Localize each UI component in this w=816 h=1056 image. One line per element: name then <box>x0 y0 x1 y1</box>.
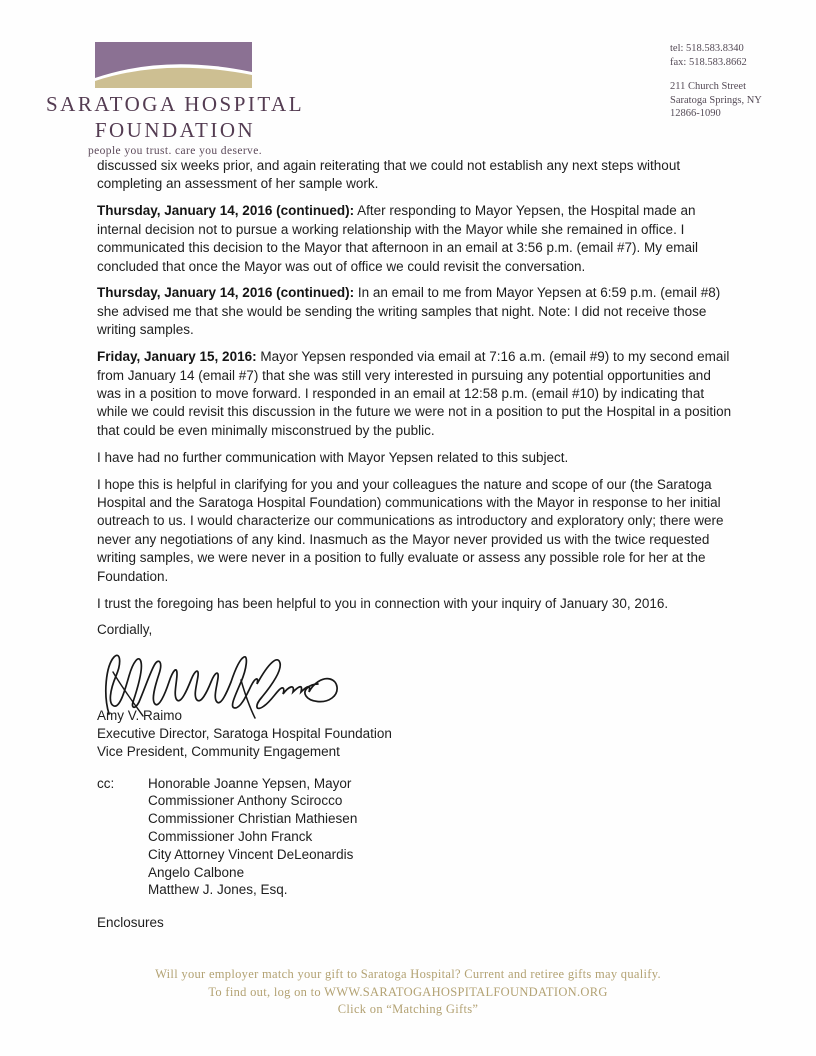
paragraph <box>97 595 733 613</box>
paragraph-date-lead: Friday, January 15, 2016: <box>97 349 257 365</box>
signer-title-2: Vice President, Community Engagement <box>97 743 340 759</box>
contact-block <box>670 42 762 121</box>
paragraph-text: I trust the foregoing has been helpful to you in connection with your inquiry of January 30, 2016. <box>97 595 669 611</box>
paragraph <box>97 284 733 339</box>
signer-name: Amy V. Raimo <box>97 708 183 724</box>
cc-block <box>97 775 733 900</box>
contact-address-line2: Saratoga Springs, NY <box>670 94 762 106</box>
paragraph-text: discussed six weeks prior, and again reiterating that we could not establish any next steps without completing an assessment of her sample work. <box>97 158 681 192</box>
paragraph <box>97 202 733 276</box>
organization-name-line2: FOUNDATION <box>94 118 256 142</box>
footer-matching-gifts <box>0 966 816 1019</box>
foundation-logo-graphic <box>95 42 252 88</box>
footer-line-3: Click on “Matching Gifts” <box>337 1002 479 1016</box>
organization-name <box>0 91 350 143</box>
paragraph-text: After responding to Mayor Yepsen, the Hospital made an internal decision not to pursue a working relationship with the Mayor while she remained in office. I communicated this decision to the Mayor that afternoon in an email at 3:56 p.m. (email #7). My email concluded that once the Mayor was out of office we could revisit the conversation. <box>97 203 699 274</box>
paragraph-text: Mayor Yepsen responded via email at 7:16 a.m. (email #9) to my second email from January 14 (email #7) that she was still very interested in pursuing any potential opportunities and was in a position to move forward. I responded in an email at 12:58 p.m. (email #10) by indicating that while we could revisit this discussion in the future we were not in a position to put the Hospital in a position that could be even minimally misconstrued by the public. <box>97 349 732 438</box>
tagline: people you trust. care you deserve. <box>88 145 262 157</box>
contact-address-line1: 211 Church Street <box>670 81 747 92</box>
paragraph-text: I hope this is helpful in clarifying for you and your colleagues the nature and scope of our (the Saratoga Hospital and the Saratoga Hospital Foundation) communications with the Mayor in response to her initial outreach to us. I would characterize our communications as introductory and exploratory only; there were never any negotiations of any kind. Inasmuch as the Mayor never provided us with the twice requested writing samples, we were never in a position to fully evaluate or assess any possible role for her at the Foundation. <box>97 476 724 584</box>
closing-salutation: Cordially, <box>97 622 153 638</box>
paragraph <box>97 157 733 194</box>
paragraph <box>97 449 733 467</box>
footer-line-1: Will your employer match your gift to Saratoga Hospital? Current and retiree gifts may qualify. <box>155 967 661 981</box>
cc-recipient: Commissioner Anthony Scirocco <box>148 793 343 809</box>
contact-address-line3: 12866-1090 <box>670 108 721 119</box>
contact-fax: fax: 518.583.8662 <box>670 56 747 68</box>
cc-recipient: Matthew J. Jones, Esq. <box>148 882 288 898</box>
enclosures-note: Enclosures <box>97 915 164 931</box>
cc-recipient: Angelo Calbone <box>148 864 245 880</box>
organization-name-line1: SARATOGA HOSPITAL <box>45 92 305 116</box>
cc-recipient: Honorable Joanne Yepsen, Mayor <box>148 775 352 791</box>
letter-body <box>97 157 733 933</box>
cc-label: cc: <box>97 775 115 791</box>
signer-title-1: Executive Director, Saratoga Hospital Foundation <box>97 726 392 742</box>
cc-recipient: City Attorney Vincent DeLeonardis <box>148 846 354 862</box>
logo-arc-icon <box>95 42 252 88</box>
paragraph <box>97 348 733 440</box>
contact-tel: tel: 518.583.8340 <box>670 43 744 54</box>
cc-list <box>148 775 357 900</box>
paragraph-text: In an email to me from Mayor Yepsen at 6:59 p.m. (email #8) she advised me that she would be sending the writing samples that night. Note: I did not receive those writing samples. <box>97 285 721 338</box>
paragraph-date-lead: Thursday, January 14, 2016 (continued): <box>97 203 355 219</box>
paragraph-date-lead: Thursday, January 14, 2016 (continued): <box>97 285 355 301</box>
cc-recipient: Commissioner John Franck <box>148 829 313 845</box>
paragraph-text: I have had no further communication with Mayor Yepsen related to this subject. <box>97 449 569 465</box>
cc-recipient: Commissioner Christian Mathiesen <box>148 811 358 827</box>
footer-line-2: To find out, log on to WWW.SARATOGAHOSPITALFOUNDATION.ORG <box>208 984 608 999</box>
paragraph <box>97 476 733 586</box>
